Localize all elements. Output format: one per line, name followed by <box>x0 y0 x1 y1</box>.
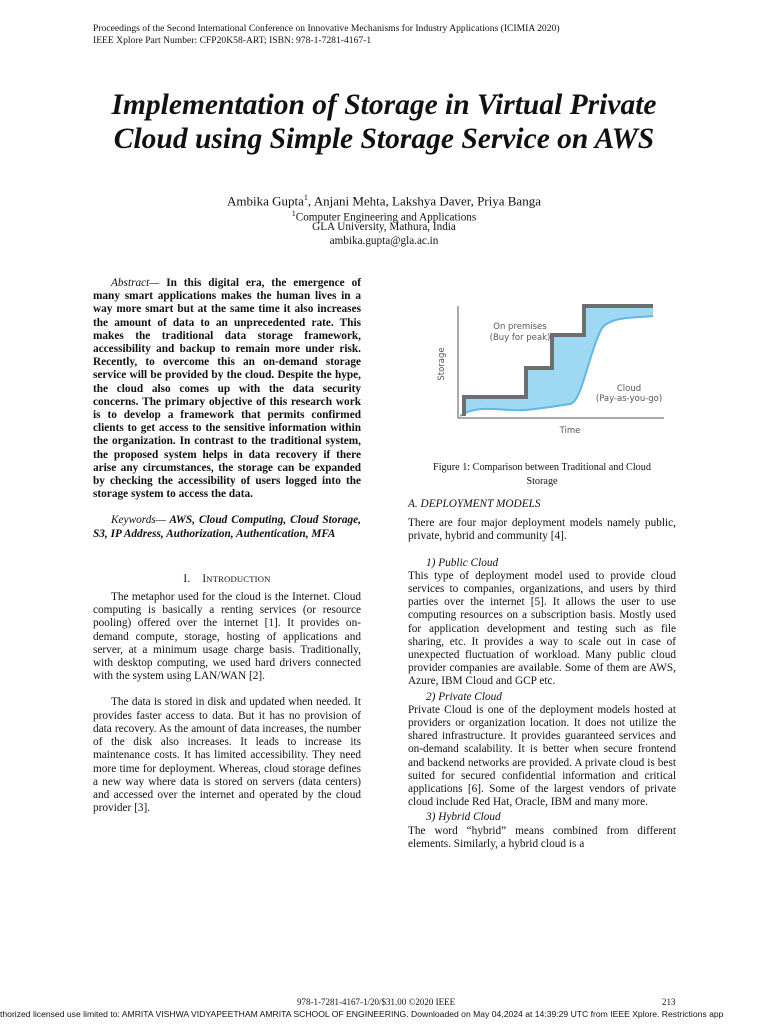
author-superscript: 1 <box>303 193 308 202</box>
figure-caption <box>408 461 676 489</box>
intro-heading-num: I. <box>183 572 191 585</box>
title-line-2: Cloud using Simple Storage Service on AWS <box>113 123 655 155</box>
footer-code: 978-1-7281-4167-1/20/$31.00 ©2020 IEEE <box>297 997 456 1007</box>
deployment-heading: A. DEPLOYMENT MODELS <box>408 498 541 510</box>
deployment-intro: There are four major deployment models namely public, private, hybrid and community [4]. <box>408 517 676 543</box>
keywords-lead: Keywords— <box>111 514 166 527</box>
page-number: 213 <box>662 997 676 1007</box>
other-authors: , Anjani Mehta, Lakshya Daver, Priya Banga <box>307 193 541 209</box>
on-premises-sublabel: (Buy for peak) <box>489 333 551 343</box>
affiliation-university: GLA University, Mathura, India <box>312 221 456 233</box>
intro-paragraph-2: The data is stored in disk and updated when needed. It provides faster access to data. But it has no provision of data recovery. As the amount of data increases, the number of the disk also increases. It leads to increase its maintenance costs. It has limited accessibility. They need more time for deployment. Whereas, cloud storage defines a new way where data is stored on servers (data centers) and accessed over the internet and operated by the cloud provider [3]. <box>93 696 361 815</box>
intro-heading-rest: NTRODUCTION <box>206 573 271 584</box>
intro-heading <box>93 573 361 586</box>
hybrid-cloud-heading: 3) Hybrid Cloud <box>426 811 501 824</box>
private-cloud-heading: 2) Private Cloud <box>426 690 502 703</box>
public-cloud-heading: 1) Public Cloud <box>426 556 499 569</box>
on-premises-label: On premises <box>493 322 547 332</box>
storage-comparison-figure <box>430 300 680 440</box>
license-notice: thorized licensed use limited to: AMRITA VISHWA VIDYAPEETHAM AMRITA SCHOOL OF ENGINEERING. Downloaded on May 04,2024 at 14:39:29 UTC from IEEE Xplore. Restrictions app <box>0 1009 724 1019</box>
first-author: Ambika Gupta <box>227 193 304 209</box>
paper-title <box>0 88 768 156</box>
cloud-label: Cloud <box>616 384 642 394</box>
left-column <box>93 277 361 815</box>
author-email: ambika.gupta@gla.ac.in <box>329 235 439 247</box>
right-column <box>408 498 676 851</box>
keywords-text: AWS, Cloud Computing, Cloud Storage, S3, IP Address, Authorization, Authentication, MFA <box>93 514 361 540</box>
hybrid-cloud-text: The word “hybrid” means combined from different elements. Similarly, a hybrid cloud is a <box>408 824 676 850</box>
cloud-sublabel: (Pay-as-you-go) <box>595 394 663 404</box>
abstract-text: In this digital era, the emergence of many smart applications makes the human lives in a way more smart but at the same time it also increases the amount of data to an unprecedented rate. This makes the traditional data storage framework, accessibility and backup to remain more under risk. Recently, to overcome this an on-demand storage service will be provided by the cloud. Despite the hype, the cloud also comes up with the data security concerns. The primary objective of this research work is to develop a framework that permits confirmed clients to get access to the sensitive information within the organization. In contrast to the traditional system, the proposed system helps in data recovery if there arise any circumstances, the storage can be expanded by checking the accessibility of users logged into the storage system to access the data. <box>93 277 361 501</box>
keywords <box>93 514 361 540</box>
y-axis-label: Storage <box>437 347 447 381</box>
private-cloud-text: Private Cloud is one of the deployment models hosted at providers or organization location. It does not utilize the shared infrastructure. It provides guaranteed services and on-demand scalability. It is better when secure frontend and backend networks are provided. A private cloud is best suited for secured confidential information and critical applications [6]. Some of the largest vendors of private cloud include Red Hat, Oracle, IBM and many more. <box>408 703 676 809</box>
abstract-lead: Abstract— <box>111 277 160 289</box>
affiliation-dept-text: Computer Engineering and Applications <box>295 211 477 224</box>
affiliation-superscript: 1 <box>291 209 296 218</box>
author-list <box>0 190 768 208</box>
isbn-header-line: IEEE Xplore Part Number: CFP20K58-ART; ISBN: 978-1-7281-4167-1 <box>93 35 372 46</box>
intro-heading-cap: I <box>202 572 207 585</box>
intro-paragraph-1: The metaphor used for the cloud is the Internet. Cloud computing is basically a renting services (or resource pooling) offered over the internet [1]. It provides on-demand compute, storage, hosting of applications and server, at a minimum usage charge basis. Traditionally, with desktop computing, we used hard drivers connected with the system using LAN/WAN [2]. <box>93 591 361 683</box>
public-cloud-text: This type of deployment model used to provide cloud services to companies, organizations, and users by third parties over the internet [5]. It allows the user to use computing resources on a subscription basis. Mostly used for application development and testing such as file sharing, etc. It provides a way to scale out in case of unexpected fluctuation of workload. Many public cloud provider companies are available. Some of them are AWS, Azure, IBM Cloud and GCP etc. <box>408 569 676 688</box>
conference-header-line: Proceedings of the Second International Conference on Innovative Mechanisms for Industry Applications (ICIMIA 2020) <box>93 23 560 34</box>
abstract <box>93 277 361 501</box>
figure-caption-line-2: Storage <box>526 476 558 487</box>
figure-caption-line-1: Figure 1: Comparison between Traditional and Cloud <box>433 462 651 473</box>
title-line-1: Implementation of Storage in Virtual Private <box>111 89 657 121</box>
x-axis-label: Time <box>559 426 581 436</box>
